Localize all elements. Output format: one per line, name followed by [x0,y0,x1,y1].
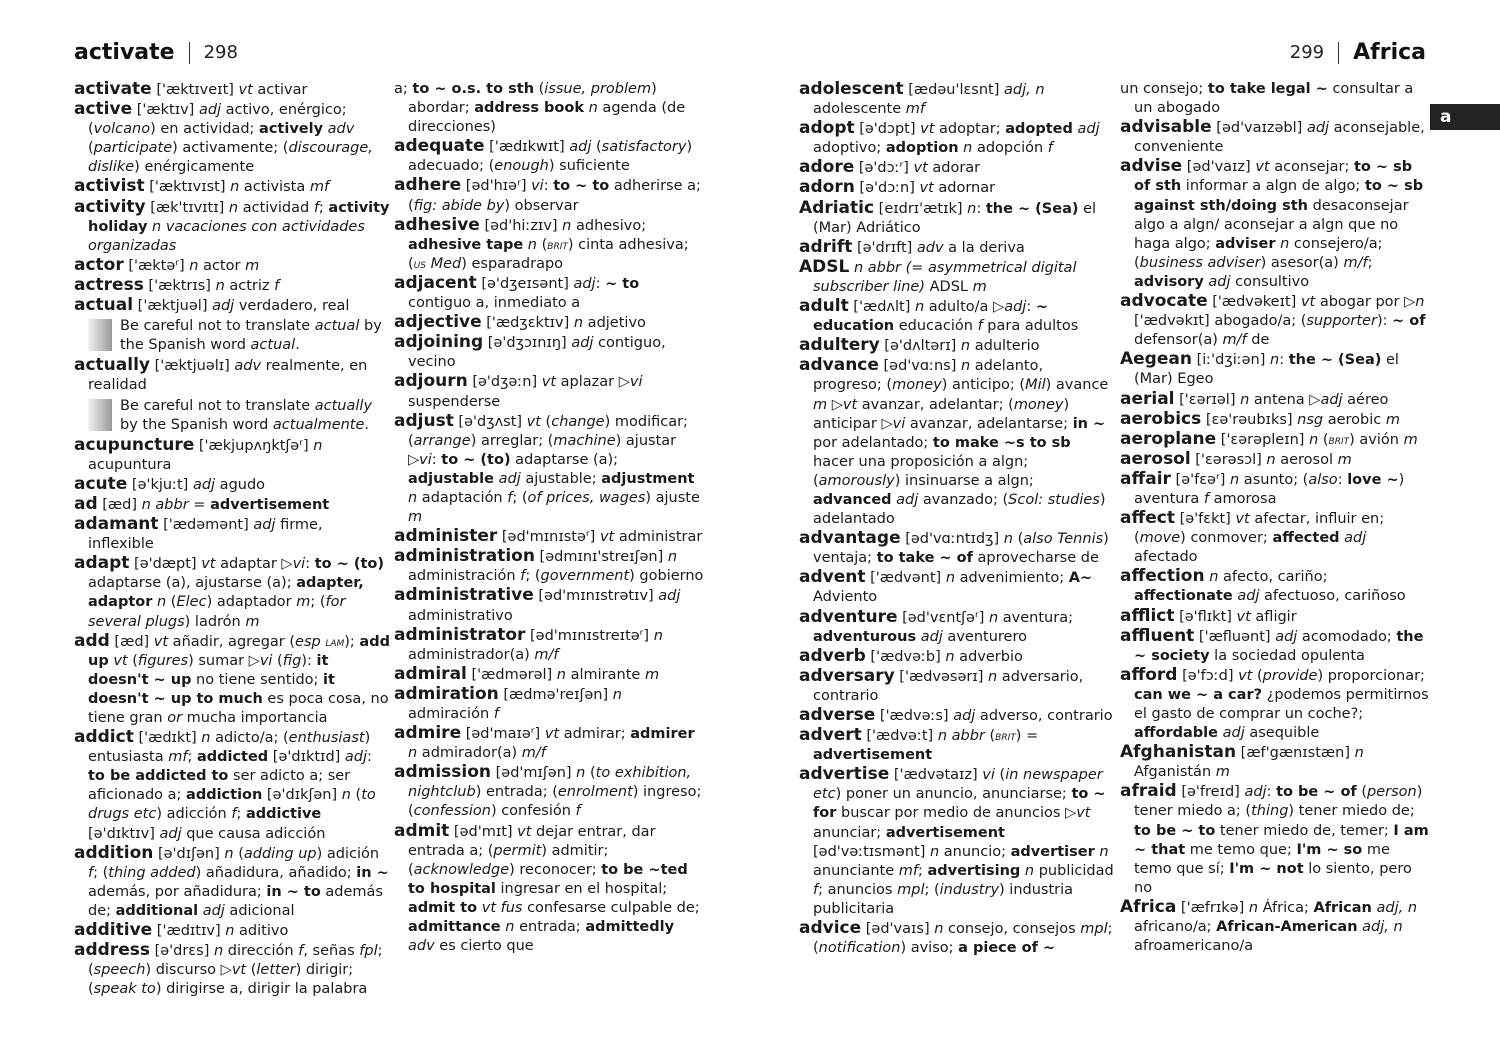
entry: adorn [ə'dɔːn] vt adornar [799,177,996,198]
headword: aerobics [1120,408,1202,429]
entry: adhesive [əd'hiːzɪv] n adhesivo; adhesive tape n (brit) cinta adhesiva; (us Med) esparadrapo [394,214,689,272]
entry: active ['æktɪv] adj activo, enérgico; (volcano) en actividad; actively adv (participate) activamente; (discourage, dislike) enérgicamente [74,99,373,176]
entry: admire [əd'maɪəʳ] vt admirar; admirer n admirador(a) m/f [394,723,695,762]
right-page-header [1290,40,1426,65]
entry: adjoining [ə'dʒɔɪnɪŋ] adj contiguo, vecino [394,332,666,371]
headword: actor [74,254,124,275]
headword: adamant [74,514,159,535]
letter-thumb-tab: a [1430,104,1500,130]
headword: adversary [799,665,895,686]
entry: administer [əd'mɪnɪstəʳ] vt administrar [394,526,703,547]
headword: administer [394,526,498,547]
entry: aeroplane ['ɛərəpleɪn] n (brit) avión m [1120,428,1418,449]
entry: actual ['æktjuəl] adj verdadero, real [74,295,350,316]
headword: activate [74,79,152,99]
entry: actor ['æktəʳ] n actor m [74,254,260,275]
headword: adorn [799,177,855,198]
entry: adapt [ə'dæpt] vt adaptar ▷vi: to ~ (to) adaptarse (a), ajustarse (a); adapter, adaptor n (Elec) adaptador m; (for several plugs) ladrón m [74,553,384,630]
entry: affair [ə'fɛəʳ] n asunto; (also: love ~) aventura f amorosa [1120,468,1405,507]
headword: activity [74,196,146,217]
headword: afford [1120,664,1178,685]
headword: adore [799,157,855,178]
entry-continuation: a; to ~ o.s. to sth (issue, problem) abordar; address book n agenda (de direcciones) [394,81,686,136]
entry: admit [əd'mɪt] vt dejar entrar, dar entrada a; (permit) admitir; (acknowledge) reconocer; to be ~ted to hospital ingresar en el hospital; admit to vt fus confesarse culpable de; admittance n entrada; admittedly adv es cierto que [394,820,700,955]
entry: Afghanistan [æf'gænɪstæn] n Afganistán m [1120,742,1364,781]
headword: addition [74,842,154,863]
headword: adverse [799,705,876,725]
entry: additive ['ædɪtɪv] n aditivo [74,920,289,941]
headword: actually [74,355,150,376]
entry: add [æd] vt añadir, agregar (esp lam); add up vt (figures) sumar ▷vi (fig): it doesn't ~ up no tiene sentido; it doesn't ~ up to much es poca cosa, no tiene gran or mucha importancia [74,630,390,726]
entry: acute [ə'kjuːt] adj agudo [74,473,266,494]
headword: addict [74,727,134,748]
entry: acupuncture ['ækjupʌŋktʃəʳ] n acupuntura [74,434,323,473]
entry: adverb ['ædvəːb] n adverbio [799,645,1023,666]
entry: actress ['æktrɪs] n actriz f [74,274,280,295]
entry: administration [ədmɪnɪ'streɪʃən] n administración f; (government) gobierno [394,546,704,585]
headword: admire [394,723,462,744]
entry: affect [ə'fɛkt] vt afectar, influir en; (move) conmover; affected adj afectado [1120,508,1385,566]
entry: affluent ['æfluənt] adj acomodado; the ~ society la sociedad opulenta [1120,625,1424,664]
headword: administrative [394,585,534,606]
entry: adventure [əd'vɛntʃəʳ] n aventura; adventurous adj aventurero [799,606,1073,645]
headword: advocate [1120,291,1208,312]
entry: admiration [ædmə'reɪʃən] n admiración f [394,683,622,722]
entry: addict ['ædɪkt] n adicto/a; (enthusiast) entusiasta mf; addicted [ə'dɪktɪd] adj: to be addicted to ser adicto a; ser aficionado a; addiction [ə'dɪkʃən] n (to drugs etc) adicción f; addictive [ə'dɪktɪv] adj que causa adicción [74,727,376,842]
entry: advisable [əd'vaɪzəbl] adj aconsejable, conveniente [1120,117,1425,156]
entry: advance [əd'vɑːns] n adelanto, progreso; (money) anticipo; (Mil) avance m ▷vt avanzar, adelantar; (money) anticipar ▷vi avanzar, adelantarse; in ~ por adelantado; to make ~s to sb hacer una proposición a algn; (amorously) insinuarse a algn; advanced adj avanzado; (Scol: studies) adelantado [799,355,1109,528]
right-guide-word: Africa [1353,40,1426,65]
entry: activate ['æktɪveɪt] vt activar [74,79,308,99]
entry: administrative [əd'mɪnɪstrətɪv] adj administrativo [394,585,681,624]
entry-continuation: un consejo; to take legal ~ consultar a un abogado [1120,81,1414,117]
headword: affection [1120,566,1205,587]
headword: Adriatic [799,197,875,218]
headword: additive [74,920,153,941]
headword: adjacent [394,272,477,293]
headword: administration [394,546,535,567]
headword: adjust [394,410,454,431]
headword: aerial [1120,388,1175,409]
entry: advice [əd'vaɪs] n consejo, consejos mpl; (notification) aviso; a piece of ~ [799,918,1113,957]
entry: admiral ['ædmərəl] n almirante m [394,663,660,684]
dictionary-column-4 [1120,80,1430,956]
dictionary-column-2 [394,80,704,956]
entry: advert ['ædvəːt] n abbr (brit) = advertisement [799,725,1039,764]
headword: afraid [1120,781,1177,802]
headword: affect [1120,508,1175,529]
header-divider [1338,42,1339,64]
entry: Africa ['æfrɪkə] n África; African adj, n africano/a; African-American adj, n afroamericano/a [1120,896,1418,955]
headword: adult [799,296,849,317]
entry: adamant ['ædəmənt] adj firme, inflexible [74,514,323,553]
headword: adrift [799,236,853,257]
entry: Adriatic [eɪdrɪ'ætɪk] n: the ~ (Sea) el (Mar) Adriático [799,197,1097,236]
entry: afford [ə'fɔːd] vt (provide) proporcionar; can we ~ a car? ¿podemos permitirnos el gasto de comprar un coche?; affordable adj asequible [1120,664,1429,742]
headword: active [74,99,133,120]
entry: adjacent [ə'dʒeɪsənt] adj: ~ to contiguo a, inmediato a [394,272,640,312]
headword: advance [799,355,879,376]
entry: advent ['ædvənt] n advenimiento; A~ Adviento [799,567,1093,606]
headword: Aegean [1120,349,1192,370]
headword: aerosol [1120,448,1191,469]
entry: Aegean [iː'dʒiːən] n: the ~ (Sea) el (Mar) Egeo [1120,349,1399,388]
usage-note: Be careful not to translate actual by the Spanish word actual. [88,317,390,355]
headword: advisable [1120,117,1212,138]
entry: adore [ə'dɔːʳ] vt adorar [799,157,981,178]
headword: advert [799,725,862,746]
headword: adventure [799,606,898,627]
entry: adhere [əd'hɪəʳ] vi: to ~ to adherirse a; (fig: abide by) observar [394,175,701,214]
headword: affair [1120,468,1171,489]
entry: afraid [ə'freɪd] adj: to be ~ of (person) tener miedo a; (thing) tener miedo de; to be ~ to tener miedo de, temer; I am ~ that me temo que; I'm ~ so me temo que sí; I'm ~ not lo siento, pero no [1120,781,1429,896]
headword: actual [74,295,134,316]
headword: actress [74,274,144,295]
headword: add [74,630,110,651]
entry: adversary ['ædvəsərɪ] n adversario, contrario [799,665,1084,704]
headword: advise [1120,156,1183,177]
headword: adequate [394,136,485,157]
entry: affection n afecto, cariño; affectionate adj afectuoso, cariñoso [1120,566,1406,605]
entry: afflict [ə'flɪkt] vt afligir [1120,605,1297,626]
headword: afflict [1120,605,1175,626]
right-page-number: 299 [1289,42,1325,63]
headword: ADSL [799,256,850,277]
entry: adverse ['ædvəːs] adj adverso, contrario [799,705,1113,725]
headword: affluent [1120,625,1195,646]
entry: adjective ['ædʒɛktɪv] n adjetivo [394,312,646,333]
headword: advantage [799,528,901,549]
entry: administrator [əd'mɪnɪstreɪtəʳ] n administrador(a) m/f [394,624,663,663]
headword: acute [74,473,128,494]
headword: adapt [74,553,130,574]
headword: address [74,940,150,961]
headword: admission [394,762,492,783]
headword: adverb [799,645,866,666]
entry: admission [əd'mɪʃən] n (to exhibition, nightclub) entrada; (enrolment) ingreso; (confession) confesión f [394,762,702,820]
headword: admiration [394,683,499,704]
header-divider [189,42,190,64]
headword: admit [394,820,450,841]
left-page-header [74,40,238,65]
headword: adjoining [394,332,484,353]
headword: admiral [394,663,467,684]
entry: advocate ['ædvəkeɪt] vt abogar por ▷n ['ædvəkɪt] abogado/a; (supporter): ~ of defensor(a) m/f de [1120,291,1426,349]
entry: activist ['æktɪvɪst] n activista mf [74,176,330,197]
headword: aeroplane [1120,428,1217,449]
entry: aerobics [ɛə'rəubɪks] nsg aerobic m [1120,408,1400,429]
entry: ADSL n abbr (= asymmetrical digital subscriber line) ADSL m [799,256,1077,295]
headword: adultery [799,335,880,356]
dictionary-column-1 [74,80,390,999]
entry: advise [əd'vaɪz] vt aconsejar; to ~ sb of sth informar a algn de algo; to ~ sb against sth/doing sth desaconsejar algo a algn/ aconsejar a algn que no haga algo; adviser n consejero/a; (business adviser) asesor(a) m/f; advisory adj consultivo [1120,156,1424,290]
entry: adequate ['ædɪkwɪt] adj (satisfactory) adecuado; (enough) suficiente [394,136,693,175]
entry: address [ə'drɛs] n dirección f, señas fpl; (speech) discurso ▷vt (letter) dirigir; (speak to) dirigirse a, dirigir la palabra [74,940,383,998]
entry: adult ['ædʌlt] n adulto/a ▷adj: ~ education educación f para adultos [799,296,1079,335]
headword: advent [799,567,866,588]
headword: adjourn [394,371,468,392]
left-page-number: 298 [203,42,238,63]
entry: adjourn [ə'dʒəːn] vt aplazar ▷vi suspenderse [394,371,643,410]
usage-note: Be careful not to translate actually by the Spanish word actualmente. [88,397,390,435]
dictionary-column-3 [799,80,1115,958]
headword: activist [74,176,145,197]
entry: activity [æk'tɪvɪtɪ] n actividad f; activity holiday n vacaciones con actividades organizadas [74,196,390,254]
entry: advertise ['ædvətaɪz] vi (in newspaper etc) poner un anuncio, anunciarse; to ~ for buscar por medio de anuncios ▷vt anunciar; advertisement [əd'vəːtɪsmənt] n anuncio; advertiser n anunciante mf; advertising n publicidad f; anuncios mpl; (industry) industria publicitaria [799,764,1114,917]
left-guide-word: activate [74,40,175,65]
headword: administrator [394,624,526,645]
entry: adjust [ə'dʒʌst] vt (change) modificar; (arrange) arreglar; (machine) ajustar ▷vi: to ~ (to) adaptarse (a); adjustable adj ajustable; adjustment n adaptación f; (of prices, wages) ajuste m [394,410,700,526]
entry: advantage [əd'vɑːntɪdʒ] n (also Tennis) ventaja; to take ~ of aprovecharse de [799,528,1109,567]
headword: Africa [1120,896,1177,917]
entry: addition [ə'dɪʃən] n (adding up) adición f; (thing added) añadidura, añadido; in ~ además, por añadidura; in ~ to además de; additional adj adicional [74,842,389,919]
entry: actually ['æktjuəlɪ] adv realmente, en realidad [74,355,368,394]
headword: adhere [394,175,462,196]
entry: adolescent [ædəu'lɛsnt] adj, n adolescente mf [799,79,1045,118]
entry: adultery [ə'dʌltərɪ] n adulterio [799,335,1040,356]
headword: adopt [799,118,855,139]
headword: acupuncture [74,434,195,455]
headword: Afghanistan [1120,742,1237,763]
headword: advice [799,918,862,939]
headword: adhesive [394,214,480,235]
entry: aerial ['ɛərɪəl] n antena ▷adj aéreo [1120,388,1389,409]
entry: ad [æd] n abbr = advertisement [74,493,330,514]
headword: advertise [799,764,890,785]
headword: adolescent [799,79,904,99]
headword: adjective [394,312,482,333]
headword: ad [74,493,98,514]
entry: aerosol ['ɛərəsɔl] n aerosol m [1120,448,1352,469]
entry: adopt [ə'dɔpt] vt adoptar; adopted adj adoptivo; adoption n adopción f [799,118,1100,157]
entry: adrift [ə'drɪft] adv a la deriva [799,236,1025,257]
